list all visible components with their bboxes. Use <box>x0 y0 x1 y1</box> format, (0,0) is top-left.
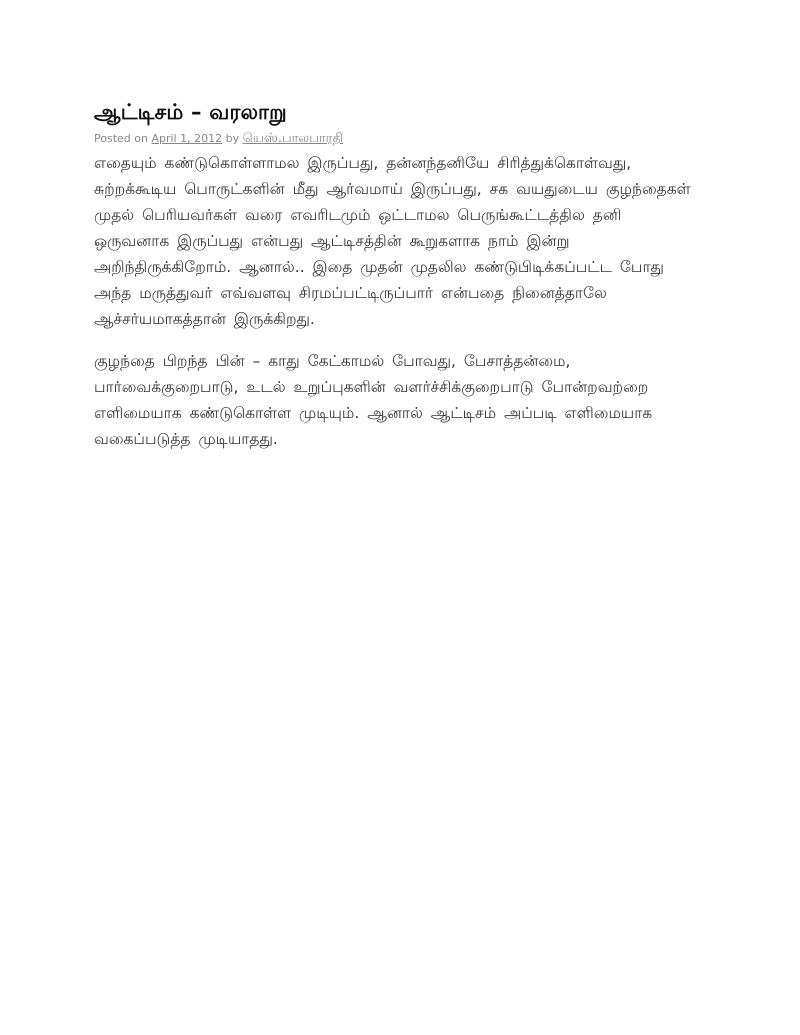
post-body <box>94 150 694 452</box>
posted-on-label: Posted on <box>94 132 148 145</box>
by-label: by <box>225 132 240 145</box>
post-title: ஆட்டிசம் – வரலாறு <box>94 100 287 124</box>
author-link[interactable]: யெஸ்.பாலபாரதி <box>242 131 344 146</box>
paragraph: எதையும் கண்டுகொள்ளாமல இருப்பது, தன்னந்தனியே சிரித்துக்கொள்வது, சுற்றக்கூடிய பொருட்களின் மீது ஆர்வமாய் இருப்பது, சக வயதுடைய குழந்தைகள் முதல் பெரியவர்கள் வரை எவரிடமும் ஒட்டாமல பெருங்கூட்டத்தில தனி ஒருவனாக இருப்பது என்பது ஆட்டிசத்தின் கூறுகளாக நாம் இன்று அறிந்திருக்கிறோம். ஆனால்.. இதை முதன் முதலில கண்டுபிடிக்கப்பட்ட போது அந்த மருத்துவர் எவ்வளவு சிரமப்பட்டிருப்பார் என்பதை நினைத்தாலே ஆச்சர்யமாகத்தான் இருக்கிறது. <box>94 154 691 328</box>
post-meta <box>94 132 694 146</box>
article <box>94 98 694 468</box>
paragraph: குழந்தை பிறந்த பின் – காது கேட்காமல் போவது, பேசாத்தன்மை, பார்வைக்குறைபாடு, உடல் உறுப்புகளின் வளர்ச்சிக்குறைபாடு போன்றவற்றை எளிமையாக கண்டுகொள்ள முடியும். ஆனால் ஆட்டிசம் அப்படி எளிமையாக வகைப்படுத்த முடியாதது. <box>94 352 653 448</box>
post-date-link[interactable]: April 1, 2012 <box>151 132 223 145</box>
